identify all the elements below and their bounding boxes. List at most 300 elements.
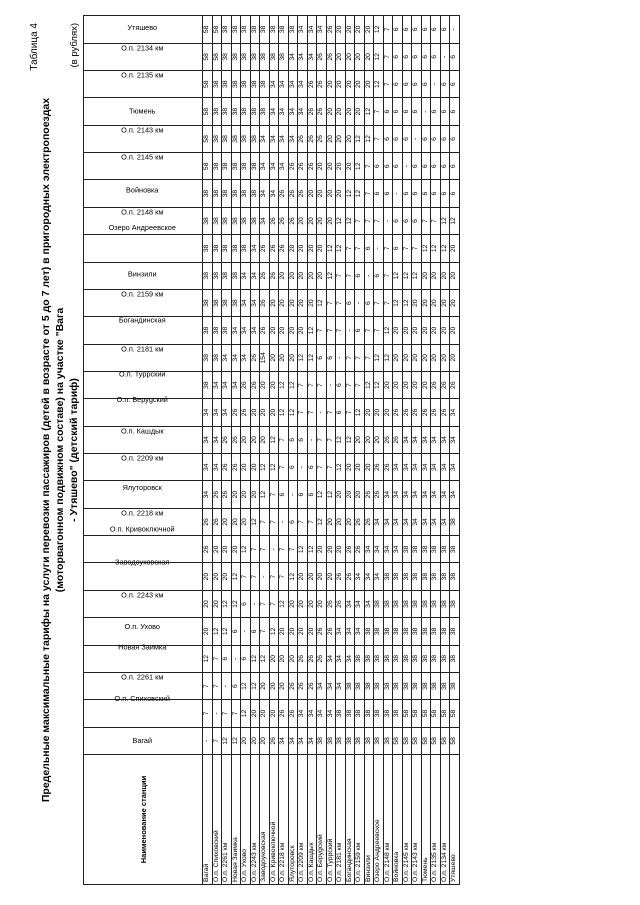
fare-cell: 7 [383, 16, 393, 44]
fare-cell: 38 [402, 536, 412, 563]
fare-cell: 20 [212, 536, 222, 563]
fare-cell: 34 [279, 125, 289, 152]
fare-cell: 26 [260, 289, 270, 316]
fare-cell: 20 [336, 16, 346, 44]
fare-cell: 12 [279, 371, 289, 398]
fare-cell: 34 [431, 508, 441, 535]
fare-cell: 38 [250, 180, 260, 207]
fare-cell: 20 [222, 508, 232, 535]
fare-cell: 26 [355, 536, 365, 563]
fare-cell: 38 [374, 590, 384, 617]
fare-cell: 20 [298, 618, 308, 645]
fare-cell: 6 [431, 180, 441, 207]
fare-cell: 38 [364, 618, 374, 645]
fare-cell: 7 [326, 289, 336, 316]
fare-cell: 12 [345, 180, 355, 207]
fare-cell: 7 [383, 235, 393, 262]
fare-cell: 58 [412, 727, 422, 754]
fare-cell: 7 [317, 454, 327, 481]
fare-cell: 34 [402, 481, 412, 508]
fare-cell: 12 [336, 235, 346, 262]
column-header [84, 344, 203, 371]
fare-cell: 38 [250, 98, 260, 125]
fare-cell: 12 [288, 399, 298, 426]
fare-cell: 38 [336, 727, 346, 754]
fare-cell: 20 [279, 289, 289, 316]
fare-cell: 7 [260, 508, 270, 535]
fare-cell: 38 [212, 262, 222, 289]
fare-cell: 38 [241, 180, 251, 207]
corner-header: Наименование станции [84, 755, 203, 885]
fare-cell: 20 [288, 317, 298, 344]
fare-cell: 12 [374, 344, 384, 371]
table-row [317, 16, 327, 885]
fare-cell: 58 [212, 16, 222, 44]
fare-cell: 38 [364, 700, 374, 727]
fare-cell: 20 [260, 672, 270, 699]
column-header-label: О.п. 2243 км [121, 590, 164, 600]
fare-cell: 58 [203, 71, 213, 98]
fare-cell: 20 [345, 454, 355, 481]
fare-cell: 7 [383, 43, 393, 70]
fare-cell: 26 [222, 454, 232, 481]
fare-cell: 26 [288, 207, 298, 234]
fare-cell: - [336, 344, 346, 371]
fare-cell: 12 [326, 481, 336, 508]
fare-cell: 12 [307, 317, 317, 344]
fare-cell: 38 [212, 317, 222, 344]
column-header [84, 125, 203, 152]
fare-cell: 20 [222, 563, 232, 590]
fare-cell: 20 [231, 508, 241, 535]
fare-cell: 20 [412, 344, 422, 371]
fare-cell: 20 [440, 262, 450, 289]
fare-cell: 58 [440, 727, 450, 754]
fare-cell: 34 [431, 426, 441, 453]
fare-cell: 20 [317, 262, 327, 289]
fare-cell: 34 [288, 71, 298, 98]
fare-cell: 38 [203, 317, 213, 344]
fare-cell: 6 [393, 125, 403, 152]
fare-cell: 34 [431, 481, 441, 508]
fare-cell: 20 [317, 153, 327, 180]
fare-cell: 38 [402, 618, 412, 645]
fare-cell: 34 [450, 481, 460, 508]
column-header-label: О.п. Кашдык [121, 426, 164, 436]
fare-cell: 38 [241, 43, 251, 70]
fare-cell: 6 [440, 98, 450, 125]
fare-cell: 38 [260, 71, 270, 98]
fare-cell: 38 [383, 672, 393, 699]
fare-cell: 34 [222, 371, 232, 398]
fare-cell: 7 [374, 125, 384, 152]
fare-cell: 26 [326, 43, 336, 70]
fare-cell: 12 [260, 645, 270, 672]
column-header [84, 693, 203, 727]
fare-cell: 20 [326, 563, 336, 590]
fare-cell: 20 [421, 262, 431, 289]
fare-cell: 20 [317, 536, 327, 563]
fare-cell: 34 [412, 508, 422, 535]
fare-cell: 34 [231, 371, 241, 398]
fare-cell: 20 [260, 426, 270, 453]
column-header-label: О.п. 2209 км [121, 454, 164, 464]
fare-cell: 20 [317, 563, 327, 590]
fare-cell: 20 [298, 317, 308, 344]
fare-cell: 20 [440, 344, 450, 371]
fare-cell: 6 [440, 16, 450, 44]
fare-cell: 20 [269, 700, 279, 727]
fare-cell: 58 [203, 98, 213, 125]
fare-cell: 34 [402, 508, 412, 535]
fare-cell: 7 [250, 536, 260, 563]
fare-cell: 38 [440, 672, 450, 699]
fare-cell: 38 [250, 16, 260, 44]
row-station-name: Войновка [393, 755, 403, 885]
fare-cell: 34 [279, 153, 289, 180]
fare-cell: 26 [431, 371, 441, 398]
table-row [250, 16, 260, 885]
fare-cell: 7 [383, 71, 393, 98]
fare-cell: 20 [393, 371, 403, 398]
fare-cell: 20 [431, 289, 441, 316]
fare-cell: 20 [450, 262, 460, 289]
fare-cell: 38 [212, 153, 222, 180]
fare-cell: 38 [450, 672, 460, 699]
fare-cell: 6 [383, 153, 393, 180]
fare-cell: 20 [298, 235, 308, 262]
fare-cell: 6 [336, 371, 346, 398]
fare-cell: 6 [431, 153, 441, 180]
fare-cell: 38 [279, 43, 289, 70]
fare-cell: 6 [250, 618, 260, 645]
fare-cell: 34 [222, 399, 232, 426]
fare-cell: 38 [222, 71, 232, 98]
table-row [288, 16, 298, 885]
fare-cell: 38 [364, 672, 374, 699]
fare-cell: 38 [203, 262, 213, 289]
fare-cell: 20 [260, 399, 270, 426]
fare-cell: 34 [269, 98, 279, 125]
fare-cell: 6 [431, 16, 441, 44]
fare-cell: 26 [374, 481, 384, 508]
column-header-label: Винзили [128, 269, 157, 279]
fare-cell: - [383, 207, 393, 234]
fare-cell: 38 [231, 262, 241, 289]
column-header [84, 618, 203, 645]
fare-cell: 12 [431, 235, 441, 262]
column-header-label: Заводоуковская [115, 557, 170, 567]
fare-cell: 38 [241, 71, 251, 98]
table-row [345, 16, 355, 885]
fare-cell: 20 [279, 262, 289, 289]
fare-cell: 7 [298, 508, 308, 535]
fare-cell: 26 [260, 262, 270, 289]
fare-cell: 38 [326, 727, 336, 754]
fare-cell: 20 [412, 317, 422, 344]
fare-cell: 38 [345, 672, 355, 699]
fare-cell: 12 [250, 672, 260, 699]
column-header-label: Войновка [126, 185, 159, 195]
fare-cell: 38 [241, 153, 251, 180]
table-row [279, 16, 289, 885]
fare-cell: 7 [317, 426, 327, 453]
fare-cell: 20 [298, 207, 308, 234]
fare-cell: 20 [260, 371, 270, 398]
row-station-name: О.п. Кашдык [307, 755, 317, 885]
row-station-name: О.п. 2181 км [336, 755, 346, 885]
fare-cell: 38 [222, 180, 232, 207]
fare-cell: 20 [421, 371, 431, 398]
row-station-name: Винзили [364, 755, 374, 885]
fare-cell: 34 [412, 454, 422, 481]
column-header-label: Озеро Андреевское [108, 222, 177, 232]
fare-cell: 38 [450, 508, 460, 535]
fare-cell: 7 [326, 317, 336, 344]
fare-cell: 12 [241, 536, 251, 563]
fare-cell: 34 [421, 426, 431, 453]
fare-cell: 6 [374, 180, 384, 207]
fare-cell: 20 [269, 344, 279, 371]
fare-cell: 20 [374, 399, 384, 426]
fare-cell: 38 [412, 590, 422, 617]
fare-cell: 38 [203, 371, 213, 398]
column-header [84, 394, 203, 426]
fare-cell: 26 [374, 454, 384, 481]
fare-cell: 34 [345, 590, 355, 617]
fare-cell: 12 [298, 344, 308, 371]
fare-cell: 38 [393, 672, 403, 699]
fare-cell: 20 [288, 590, 298, 617]
fare-cell: 34 [393, 481, 403, 508]
fare-cell: 20 [440, 317, 450, 344]
fare-cell: 12 [374, 71, 384, 98]
fare-cell: 38 [440, 536, 450, 563]
fare-cell: 7 [421, 207, 431, 234]
fare-cell: 7 [326, 426, 336, 453]
fare-cell: 20 [298, 289, 308, 316]
fare-cell: 20 [260, 727, 270, 754]
fare-cell: 12 [298, 536, 308, 563]
fare-cell: 26 [288, 153, 298, 180]
column-header [84, 481, 203, 508]
fare-cell: 20 [250, 481, 260, 508]
column-header [84, 153, 203, 180]
table-number: Таблица 4 [29, 23, 40, 71]
fare-cell: 7 [203, 700, 213, 727]
table-row [421, 16, 431, 885]
fare-cell: 34 [393, 508, 403, 535]
fare-cell: - [222, 672, 232, 699]
fare-cell: 38 [393, 563, 403, 590]
fare-cell: 20 [279, 618, 289, 645]
fare-cell: 26 [260, 317, 270, 344]
fare-cell: 7 [212, 645, 222, 672]
fare-cell: 38 [421, 645, 431, 672]
fare-cell: 38 [421, 618, 431, 645]
fare-cell: 34 [250, 262, 260, 289]
column-header-label: О.п. Кривоключной [110, 524, 175, 534]
fare-cell: 26 [298, 672, 308, 699]
fare-cell: 20 [336, 180, 346, 207]
fare-cell: 7 [383, 262, 393, 289]
row-station-name: О.п. Ухово [241, 755, 251, 885]
fare-cell: - [307, 426, 317, 453]
fare-cell: 38 [222, 98, 232, 125]
row-station-name: О.п. Туpрский [326, 755, 336, 885]
fare-cell: 38 [222, 43, 232, 70]
fare-cell: 26 [269, 207, 279, 234]
fare-cell: 7 [279, 563, 289, 590]
fare-cell: 38 [374, 672, 384, 699]
column-header-label: О.п. Ухово [124, 621, 161, 631]
fare-cell: 34 [241, 317, 251, 344]
fare-cell: 20 [241, 481, 251, 508]
fare-cell: 34 [279, 98, 289, 125]
fare-cell: 6 [345, 289, 355, 316]
fare-cell: 12 [203, 645, 213, 672]
fare-cell: 7 [364, 207, 374, 234]
fare-cell: 38 [212, 207, 222, 234]
row-station-name: О.п. 2134 км [440, 755, 450, 885]
row-station-name: О.п. 2145 км [402, 755, 412, 885]
fare-cell: 20 [269, 672, 279, 699]
fare-cell: 26 [212, 481, 222, 508]
fare-cell: 20 [241, 508, 251, 535]
fare-cell: 34 [203, 454, 213, 481]
fare-cell: 12 [288, 371, 298, 398]
fare-cell: 38 [374, 618, 384, 645]
fare-cell: 38 [374, 727, 384, 754]
table-row [212, 16, 222, 885]
fare-cell: 12 [402, 289, 412, 316]
fare-cell: 26 [317, 645, 327, 672]
table-row [393, 16, 403, 885]
fare-cell: 26 [279, 180, 289, 207]
fare-cell: 6 [288, 454, 298, 481]
fare-cell: 7 [269, 563, 279, 590]
column-header [84, 557, 203, 590]
fare-cell: 12 [269, 426, 279, 453]
fare-cell: 34 [440, 454, 450, 481]
column-header [84, 727, 203, 754]
fare-cell: 6 [393, 153, 403, 180]
fare-cell: 34 [288, 43, 298, 70]
fare-cell: 38 [412, 672, 422, 699]
fare-cell: 20 [440, 289, 450, 316]
fare-cell: 6 [431, 98, 441, 125]
fare-cell: 34 [383, 536, 393, 563]
fare-cell: 34 [336, 645, 346, 672]
fare-cell: 6 [450, 180, 460, 207]
fare-cell: 26 [231, 399, 241, 426]
fare-cell: 7 [355, 371, 365, 398]
fare-cell: 34 [355, 563, 365, 590]
fare-cell: 6 [383, 180, 393, 207]
fare-cell: 34 [364, 563, 374, 590]
fare-cell: 34 [250, 235, 260, 262]
column-header [84, 180, 203, 207]
fare-cell: - [241, 618, 251, 645]
fare-cell: 34 [260, 125, 270, 152]
fare-cell: 20 [431, 344, 441, 371]
fare-cell: 26 [212, 508, 222, 535]
fare-cell: 38 [241, 125, 251, 152]
fare-cell: 12 [326, 235, 336, 262]
fare-cell: 34 [421, 508, 431, 535]
fare-cell: 20 [250, 426, 260, 453]
fare-cell: 6 [431, 43, 441, 70]
fare-cell: 34 [203, 426, 213, 453]
fare-cell: 38 [222, 262, 232, 289]
column-header-label: Тюмень [129, 106, 156, 116]
fare-cell: 34 [307, 700, 317, 727]
fare-cell: 26 [317, 43, 327, 70]
fare-cell: 6 [279, 481, 289, 508]
fare-cell: 7 [345, 344, 355, 371]
fare-cell: 12 [383, 344, 393, 371]
row-station-name: О.п. Спиховский [212, 755, 222, 885]
fare-cell: 20 [269, 371, 279, 398]
fare-cell: 6 [402, 98, 412, 125]
fare-cell: 34 [288, 125, 298, 152]
fare-cell: 7 [269, 590, 279, 617]
fare-cell: 38 [402, 563, 412, 590]
fare-cell: 38 [241, 98, 251, 125]
fare-cell: 20 [231, 481, 241, 508]
fare-cell: - [212, 700, 222, 727]
fare-cell: 34 [364, 590, 374, 617]
fare-cell: 12 [317, 508, 327, 535]
fare-cell: 38 [212, 98, 222, 125]
fare-cell: 38 [203, 289, 213, 316]
fare-cell: 20 [250, 399, 260, 426]
table-row [307, 16, 317, 885]
fare-cell: 20 [326, 71, 336, 98]
fare-cell: 26 [307, 153, 317, 180]
fare-cell: 20 [383, 371, 393, 398]
fare-cell: 34 [317, 700, 327, 727]
fare-cell: 6 [440, 71, 450, 98]
fare-cell: 34 [260, 207, 270, 234]
fare-cell: 12 [374, 371, 384, 398]
fare-cell: 58 [440, 700, 450, 727]
fare-cell: 20 [421, 317, 431, 344]
fare-cell: 34 [421, 454, 431, 481]
fare-cell: 20 [383, 399, 393, 426]
fare-cell: 6 [421, 180, 431, 207]
fare-cell: 7 [326, 454, 336, 481]
fare-cell: - [250, 590, 260, 617]
fare-cell: 34 [222, 344, 232, 371]
fare-cell: 58 [203, 16, 213, 44]
fare-cell: 7 [250, 563, 260, 590]
fare-cell: 12 [355, 153, 365, 180]
fare-cell: 7 [345, 399, 355, 426]
fare-cell: 38 [222, 289, 232, 316]
fare-cell: 26 [317, 98, 327, 125]
fare-cell: 7 [279, 426, 289, 453]
fare-cell: 7 [288, 536, 298, 563]
fare-cell: 38 [222, 125, 232, 152]
fare-cell: 20 [364, 454, 374, 481]
fare-cell: 26 [288, 700, 298, 727]
fare-cell: 6 [317, 344, 327, 371]
row-station-name: О.п. 2135 км [431, 755, 441, 885]
fare-cell: 20 [402, 317, 412, 344]
row-station-name: Новая Заимка [231, 755, 241, 885]
fare-cell: 6 [450, 71, 460, 98]
